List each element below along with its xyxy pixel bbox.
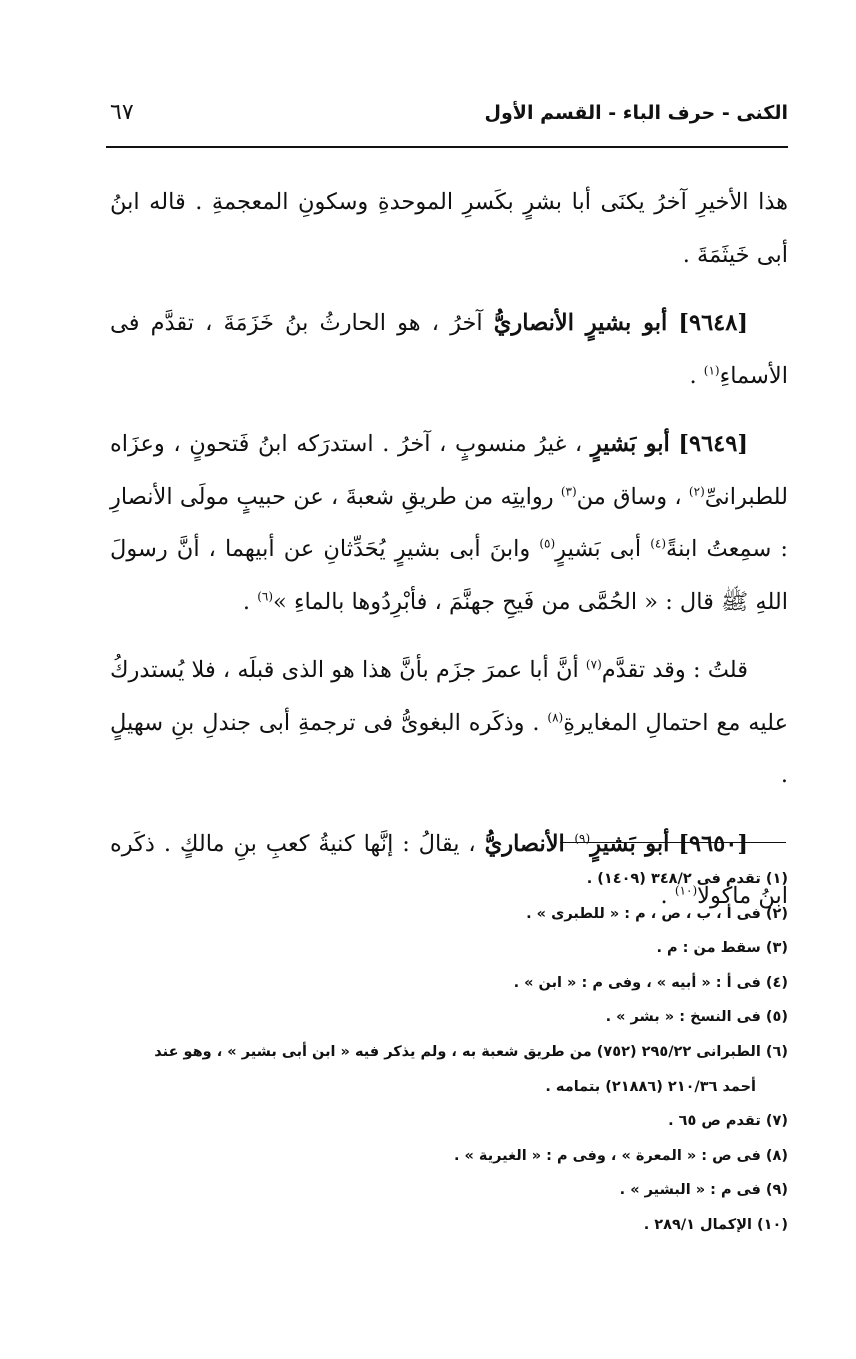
- entry-text: .: [242, 588, 258, 615]
- entry-9649: [110, 418, 788, 628]
- footnote-ref-5[interactable]: (٥): [539, 536, 556, 551]
- entry-text: روايتِه من طريقِ شعبةَ ، عن حبيبٍ مولَى الأنصارِ : سمِعتُ ابنةً: [110, 483, 788, 562]
- footnote-5: (٥) فى النسخ : « بشر » .: [605, 1009, 788, 1026]
- entry-name-suffix: الأنصاريُّ: [484, 830, 575, 857]
- footnote-8: (٨) فى ص : « المعرة » ، وفى م : « الغيرية » .: [453, 1147, 788, 1164]
- footnote-6: (٦) الطبرانى ٢٩٥/٢٢ (٧٥٢) من طريق شعبة به ، ولم يذكر فيه « ابن أبى بشير » ، وهو عند: [154, 1043, 788, 1060]
- entry-text-end: .: [689, 362, 704, 389]
- paragraph-1: هذا الأخيرِ آخرُ يكنَى أبا بشرٍ بكَسرِ الموحدةِ وسكونِ المعجمةِ . قاله ابنُ أبى خَيثَمَةَ .: [110, 189, 788, 268]
- footnote-separator: [560, 842, 786, 843]
- commentary-text: قلتُ : وقد تقدَّم: [601, 657, 749, 683]
- footnote-1: (١) تقدم فى ٣٤٨/٢ (١٤٠٩) .: [586, 871, 788, 887]
- footnote-2: (٢) فى أ ، ب ، ص ، م : « للطبرى » .: [526, 905, 788, 922]
- footnote-ref-3[interactable]: (٣): [560, 484, 577, 498]
- footnote-7: (٧) تقدم ص ٦٥ .: [668, 1113, 788, 1130]
- entry-number: [٩٦٤٨]: [678, 310, 748, 336]
- entry-9648: [110, 297, 788, 402]
- main-text: [110, 176, 788, 939]
- entry-text: أبى بَشيرٍ: [555, 536, 651, 562]
- header-title: الكنى - حرف الباء - القسم الأول: [484, 102, 788, 124]
- header-rule: [106, 146, 788, 148]
- commentary-paragraph: [110, 644, 788, 802]
- footnote-ref-7[interactable]: (٧): [585, 657, 602, 672]
- footnote-ref-6[interactable]: (٦): [257, 589, 274, 603]
- footnote-ref-9[interactable]: (٩): [574, 831, 591, 845]
- entry-text: ، يقالُ : إنَّها كنيةُ كعبِ بنِ مالكٍ . ذكَره ابنُ ماكولا: [110, 830, 788, 909]
- commentary-text: . وذكَره البغوىُّ فى ترجمةِ أبى جندلِ بنِ سهيلٍ .: [110, 709, 788, 788]
- entry-name: أبو بَشيرٍ: [590, 431, 670, 457]
- footnote-3: (٣) سقط من : م .: [656, 940, 788, 957]
- entry-number: [٩٦٥٠]: [678, 830, 749, 857]
- footnote-ref-8[interactable]: (٨): [547, 710, 564, 724]
- footnote-4: (٤) فى أ : « أبيه » ، وفى م : « ابن » .: [513, 974, 788, 991]
- footnote-6-continuation: أحمد ٢١٠/٣٦ (٢١٨٨٦) بتمامه .: [545, 1078, 756, 1095]
- page-number: ٦٧: [110, 100, 134, 125]
- footnote-9: (٩) فى م : « البشير » .: [619, 1182, 788, 1199]
- commentary-text: أنَّ أبا عمرَ جزَم بأنَّ هذا هو الذى قبلَه ، فلا يُستدركُ عليه مع احتمالِ المغايرةِ: [110, 657, 788, 736]
- footnote-ref-10[interactable]: (١٠): [674, 883, 698, 898]
- entry-number: [٩٦٤٩]: [678, 431, 748, 457]
- entry-name: أبو بَشيرٍ: [590, 830, 670, 857]
- entry-text: .: [660, 883, 675, 909]
- footnotes: [110, 862, 788, 1243]
- entry-name: أبو بشيرٍ الأنصاريُّ: [493, 310, 668, 336]
- footnote-ref-1[interactable]: (١): [703, 363, 720, 377]
- entry-text: ، وساق من: [576, 483, 689, 510]
- entry-text: وابنَ أبى بشيرٍ يُحَدِّثانِ عن أبيهما ، أنَّ رسولَ اللهِ ﷺ قال : « الحُمَّى من فَيحِ جهنَّمَ ، فأبْرِدُوها بالماءِ »: [110, 536, 788, 615]
- footnote-ref-4[interactable]: (٤): [650, 536, 667, 551]
- footnote-10: (١٠) الإكمال ٢٨٩/١ .: [643, 1216, 788, 1233]
- footnote-ref-2[interactable]: (٢): [688, 484, 705, 498]
- entry-text: ، غيرُ منسوبٍ ، آخرُ . استدرَكه ابنُ فَتحونٍ ، وعزَاه للطبرانىِّ: [110, 431, 788, 510]
- entry-text: آخرُ ، هو الحارثُ بنُ خَزَمَةَ ، تقدَّم فى الأسماءِ: [110, 310, 788, 389]
- running-header: [106, 100, 788, 134]
